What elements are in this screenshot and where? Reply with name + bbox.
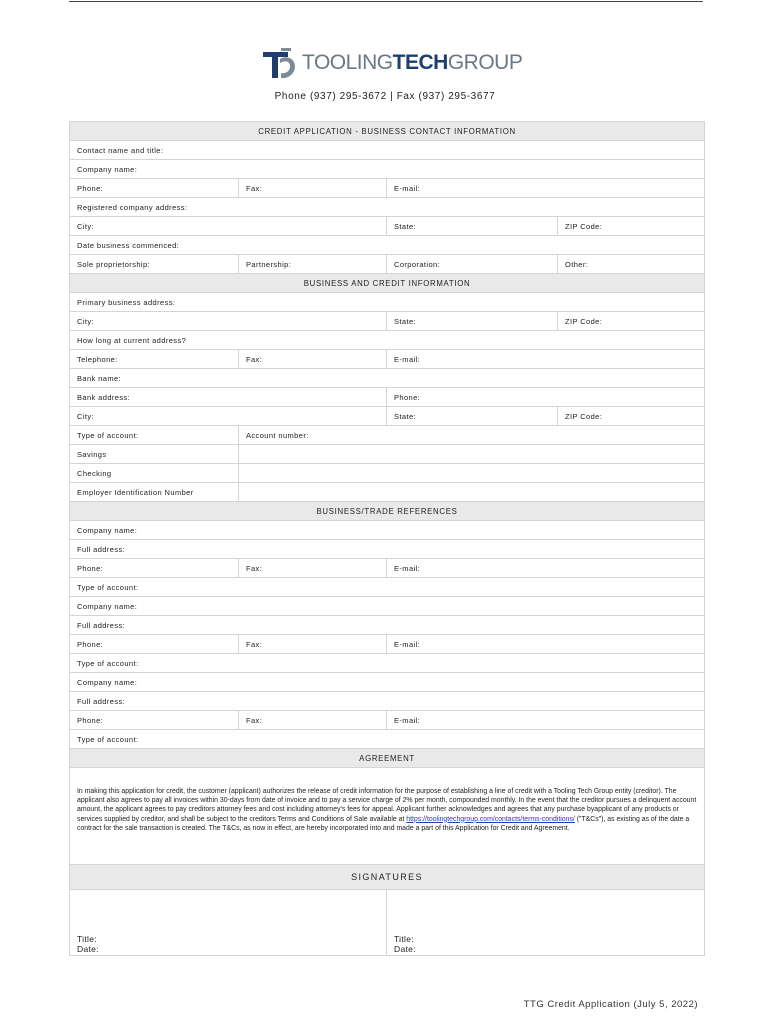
company-name-field[interactable]: Company name: xyxy=(70,160,705,179)
ref3-address-field[interactable]: Full address: xyxy=(70,692,705,711)
business-city-field[interactable]: City: xyxy=(70,312,387,331)
credit-application-form xyxy=(69,121,705,956)
phone-field[interactable]: Phone: xyxy=(70,179,239,198)
bank-zip-field[interactable]: ZIP Code: xyxy=(558,407,705,426)
ref1-address-field[interactable]: Full address: xyxy=(70,540,705,559)
contact-line: Phone (937) 295-3672 | Fax (937) 295-3677 xyxy=(274,91,496,102)
creditor-title-label: Title: xyxy=(394,934,414,944)
corporation-field[interactable]: Corporation: xyxy=(387,255,558,274)
ref2-phone-field[interactable]: Phone: xyxy=(70,635,239,654)
footer-label: TTG Credit Application (July 5, 2022) xyxy=(523,999,698,1010)
ref1-account-type-field[interactable]: Type of account: xyxy=(70,578,705,597)
ref2-email-field[interactable]: E-mail: xyxy=(387,635,705,654)
logo-mark-icon xyxy=(262,46,298,80)
ref3-account-type-field[interactable]: Type of account: xyxy=(70,730,705,749)
account-number-field[interactable]: Account number: xyxy=(239,426,705,445)
account-type-label: Type of account: xyxy=(70,426,239,445)
ref1-phone-field[interactable]: Phone: xyxy=(70,559,239,578)
primary-address-field[interactable]: Primary business address: xyxy=(70,293,705,312)
ref3-email-field[interactable]: E-mail: xyxy=(387,711,705,730)
applicant-title-label: Title: xyxy=(77,934,97,944)
bank-state-field[interactable]: State: xyxy=(387,407,558,426)
telephone-field[interactable]: Telephone: xyxy=(70,350,239,369)
creditor-date-label: Date: xyxy=(394,944,416,954)
section-header-signatures: SIGNATURES xyxy=(70,865,705,890)
section-header-contact: CREDIT APPLICATION - BUSINESS CONTACT INFORMATION xyxy=(70,122,705,141)
date-commenced-field[interactable]: Date business commenced: xyxy=(70,236,705,255)
contact-name-field[interactable]: Contact name and title: xyxy=(70,141,705,160)
partnership-field[interactable]: Partnership: xyxy=(239,255,387,274)
ein-label: Employer Identification Number xyxy=(70,483,239,502)
ref3-phone-field[interactable]: Phone: xyxy=(70,711,239,730)
agreement-text: In making this application for credit, the customer (applicant) authorizes the release of credit information for the purpose of establishing a line of credit with a Tooling Tech Group entity (creditor). The applicant also agrees to pay all invoices within 30-days from date of invoice and to pay a service charge of 2% per month, compounded monthly. In the event that the creditor pursues a delinquent account amount, the applicant agrees to pay creditors attorney fees and cost including attorney's fees for appeal. Applicant further acknowledges and agrees that any purchase byapplicant of any products or services supplied by creditor, and shall be subject to the creditors Terms and Conditions of Sale available at https://toolingtechgroup.com/contacts/terms-conditions/ ("T&Cs"), as existing as of the date a contract for the sale transaction is created. The T&Cs, as now in effect, are hereby incorporated into and made a part of this Application for Credit and Agreement. xyxy=(70,768,705,865)
ref1-company-field[interactable]: Company name: xyxy=(70,521,705,540)
business-email-field[interactable]: E-mail: xyxy=(387,350,705,369)
ref2-company-field[interactable]: Company name: xyxy=(70,597,705,616)
how-long-field[interactable]: How long at current address? xyxy=(70,331,705,350)
section-header-business: BUSINESS AND CREDIT INFORMATION xyxy=(70,274,705,293)
bank-phone-field[interactable]: Phone: xyxy=(387,388,705,407)
email-field[interactable]: E-mail: xyxy=(387,179,705,198)
fax-field[interactable]: Fax: xyxy=(239,179,387,198)
ref2-fax-field[interactable]: Fax: xyxy=(239,635,387,654)
ref3-fax-field[interactable]: Fax: xyxy=(239,711,387,730)
checking-label: Checking xyxy=(70,464,239,483)
signature-block-applicant[interactable] xyxy=(70,890,387,956)
ref1-email-field[interactable]: E-mail: xyxy=(387,559,705,578)
other-field[interactable]: Other: xyxy=(558,255,705,274)
checking-account-input[interactable] xyxy=(239,464,705,483)
ref2-account-type-field[interactable]: Type of account: xyxy=(70,654,705,673)
sole-proprietorship-field[interactable]: Sole proprietorship: xyxy=(70,255,239,274)
ref2-address-field[interactable]: Full address: xyxy=(70,616,705,635)
logo-wordmark: TOOLINGTECHGROUP xyxy=(302,51,523,74)
business-state-field[interactable]: State: xyxy=(387,312,558,331)
ein-input[interactable] xyxy=(239,483,705,502)
savings-label: Savings xyxy=(70,445,239,464)
section-header-agreement: AGREEMENT xyxy=(70,749,705,768)
signature-block-creditor[interactable] xyxy=(387,890,705,956)
ref3-company-field[interactable]: Company name: xyxy=(70,673,705,692)
registered-address-field[interactable]: Registered company address: xyxy=(70,198,705,217)
company-logo xyxy=(262,46,522,80)
section-header-references: BUSINESS/TRADE REFERENCES xyxy=(70,502,705,521)
top-rule xyxy=(69,1,703,2)
state-field[interactable]: State: xyxy=(387,217,558,236)
zip-field[interactable]: ZIP Code: xyxy=(558,217,705,236)
ref1-fax-field[interactable]: Fax: xyxy=(239,559,387,578)
business-zip-field[interactable]: ZIP Code: xyxy=(558,312,705,331)
savings-account-input[interactable] xyxy=(239,445,705,464)
business-fax-field[interactable]: Fax: xyxy=(239,350,387,369)
bank-name-field[interactable]: Bank name: xyxy=(70,369,705,388)
bank-city-field[interactable]: City: xyxy=(70,407,387,426)
bank-address-field[interactable]: Bank address: xyxy=(70,388,387,407)
terms-link[interactable]: https://toolingtechgroup.com/contacts/terms-conditions/ xyxy=(406,815,575,823)
applicant-date-label: Date: xyxy=(77,944,99,954)
city-field[interactable]: City: xyxy=(70,217,387,236)
